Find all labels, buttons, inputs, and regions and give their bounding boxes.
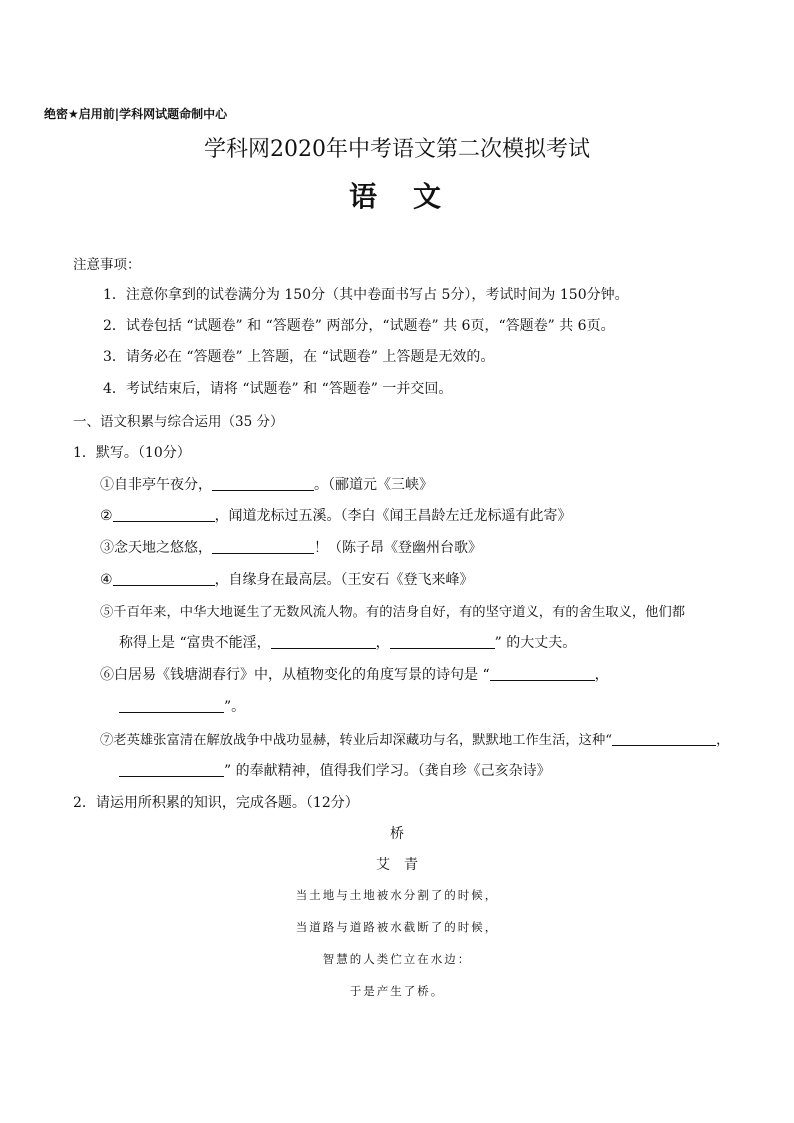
line-text: ①自非亭午夜分，: [100, 477, 212, 493]
dictation-line: [100, 729, 729, 748]
line-text: ！（陈子昂《登幽州台歌》: [314, 540, 482, 556]
line-text: 。（郦道元《三峡》: [314, 477, 433, 493]
poem-line: 智慧的人类伫立在水边：: [322, 952, 472, 966]
line-text: ④: [100, 572, 113, 588]
line-text: ，: [716, 733, 730, 748]
line-text: ，: [375, 635, 390, 651]
dictation-line: [119, 696, 245, 716]
line-text: ，: [594, 667, 609, 683]
line-text: ”。: [224, 699, 246, 715]
poem-title: 桥: [390, 826, 404, 842]
poem-author: 艾 青: [376, 857, 418, 873]
answer-blank[interactable]: [212, 539, 314, 554]
answer-blank[interactable]: [212, 476, 314, 491]
line-text: ②: [100, 508, 113, 524]
line-text: ” 的奉献精神，值得我们学习。（龚自珍《己亥杂诗》: [224, 763, 551, 779]
answer-blank[interactable]: [271, 634, 376, 649]
question-heading: 1．默写。（10分）: [73, 445, 191, 461]
dictation-line: [100, 664, 609, 684]
dictation-line: [100, 569, 474, 589]
confidential-label: 绝密★启用前|学科网试题命制中心: [44, 107, 228, 121]
notice-item: 1．注意你拿到的试卷满分为 150分（其中卷面书写占 5分），考试时间为 150分钟。: [103, 287, 629, 303]
line-text: ③念天地之悠悠，: [100, 540, 212, 556]
answer-blank[interactable]: [390, 634, 495, 649]
line-text: ⑤千百年来，中华大地诞生了无数风流人物。有的洁身自好，有的坚守道义，有的舍生取义，他们都: [100, 605, 686, 620]
notice-item: 4．考试结束后，请将 “试题卷” 和 “答题卷” 一并交回。: [103, 381, 453, 397]
dictation-line: [100, 537, 482, 557]
section-heading: 一、语文积累与综合运用（35 分）: [73, 414, 284, 430]
poem-line: 于是产生了桥。: [349, 984, 445, 998]
subject-title: 语 文: [348, 180, 445, 213]
dictation-line: [119, 760, 551, 780]
line-text: ，自缘身在最高层。（王安石《登飞来峰》: [214, 572, 474, 588]
line-text: ” 的大丈夫。: [494, 635, 577, 651]
line-text: ⑦老英雄张富清在解放战争中战功显赫，转业后却深藏功与名，默默地工作生活，这种“: [100, 733, 613, 748]
line-text: ，闻道龙标过五溪。（李白《闻王昌龄左迁龙标遥有此寄》: [214, 508, 572, 524]
dictation-line: [100, 474, 433, 494]
question-heading: 2．请运用所积累的知识，完成各题。（12分）: [73, 795, 359, 811]
dictation-line: [100, 505, 572, 525]
notice-heading: 注意事项：: [73, 257, 141, 273]
answer-blank[interactable]: [119, 698, 224, 713]
notice-item: 3．请务必在 “答题卷” 上答题，在 “试题卷” 上答题是无效的。: [103, 349, 495, 365]
answer-blank[interactable]: [113, 571, 215, 586]
answer-blank[interactable]: [490, 666, 595, 681]
poem-line: 当道路与道路被水截断了的时候，: [295, 920, 499, 934]
notice-item: 2．试卷包括 “试题卷” 和 “答题卷” 两部分，“试题卷” 共 6页，“答题卷” 共 6页。: [103, 318, 615, 334]
answer-blank[interactable]: [612, 731, 716, 746]
exam-title: 学科网2020年中考语文第二次模拟考试: [204, 137, 590, 162]
answer-blank[interactable]: [113, 507, 215, 522]
dictation-line: [119, 632, 576, 652]
answer-blank[interactable]: [119, 762, 224, 777]
line-text: ⑥白居易《钱塘湖春行》中，从植物变化的角度写景的诗句是 “: [100, 667, 490, 683]
line-text: 称得上是 “富贵不能淫，: [119, 635, 271, 651]
poem-line: 当土地与土地被水分割了的时候，: [295, 888, 499, 902]
